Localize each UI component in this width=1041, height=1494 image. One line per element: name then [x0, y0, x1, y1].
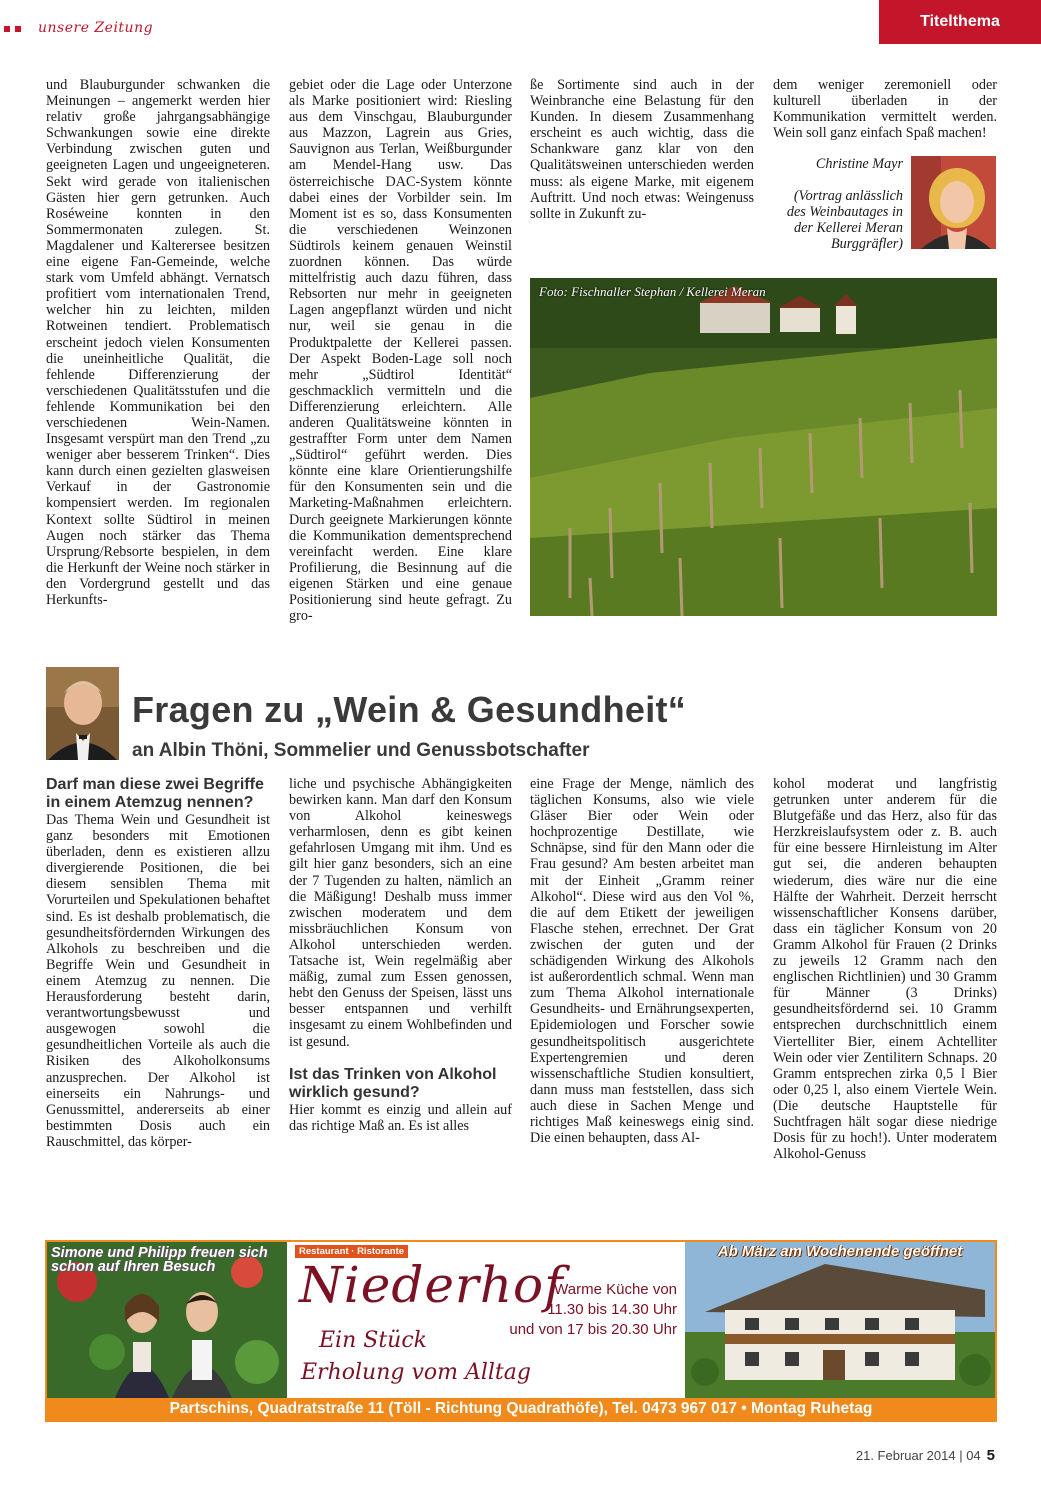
article1-column-1: und Blauburgunder schwanken die Meinungen – angemerkt werden hier relativ große jahrgangsabhängige Schwankungen sowie eine direkte Verbindung zwischen guten und geeigneten Lagen und ungeeigneteren. Sekt wird gerade von italienischen Gästen hier gern getrunken. Auch Roséweine konnten in den Sommermonaten zulegen. St. Magdalener und Kalterersee besitzen eine eigene Fan-Gemeinde, welche stark vom Umfeld abhängt. Vernatsch profitiert vom internationalen Trend, welcher hin zu leichten, milden Rotweinen tendiert. Problematisch erscheint jedoch vielen Konsumenten die uneinheitliche Qualität, die fehlende Differenzierung der verschiedenen Qualitätsstufen und die fehlende Kommunikation bei den verschiedenen Wein-Namen. Insgesamt verspürt man den Trend „zu weniger aber besserem Trinken“. Dies kann durch einen gezielten glasweisen Verkauf in der Gastronomie kompensiert werden. Im regionalen Kontext sollte Südtirol in meinen Augen noch stärker das Thema Ursprung/Rebsorte bespielen, in dem die Herkunft der Weine noch stärker in den Vordergrund gestellt und das Herkunfts- — [46, 77, 270, 608]
ad-slogan-line-1: Ein Stück — [319, 1328, 427, 1353]
publication-logo: unsere Zeitung — [38, 20, 154, 36]
ad-content — [47, 1242, 995, 1398]
ad-greeting: Simone und Philipp freuen sich schon auf Ihren Besuch — [51, 1245, 268, 1275]
photo-credit: Foto: Fischnaller Stephan / Kellerei Meran — [539, 284, 766, 299]
question-1: Darf man diese zwei Begriffe in einem Atemzug nennen? — [46, 776, 264, 811]
article2-column-2 — [289, 776, 512, 1134]
ad-hours-line: 11.30 bis 14.30 Uhr — [547, 1301, 677, 1318]
article2-column-3: eine Frage der Menge, nämlich des täglichen Konsums, also wie viele Gläser Bier oder Wein oder hochprozentige Destillate, wie Schnäpse, sind für den Mann oder die Frau gesund? Am besten arbeitet man mit der Einheit „Gramm reiner Alkohol“. Diese wird aus den Vol %, die auf dem Etikett der jeweiligen Flasche stehen, errechnet. Der Grat zwischen der guten und der schädigenden Wirkung des Alkohols ist außerordentlich schmal. Wenn man zum Thema Alkohol internationale Gesundheits- und Ernährungsexperten, Epidemiologen und Forscher sowie gesundheitspolitisch ausgerichtete Expertengremien und deren wissenschaftliche Studien konsultiert, dann muss man feststellen, dass sich auch diese in Sachen Menge und richtiges Maß keineswegs einig sind. Die einen behaupten, dass Al- — [530, 776, 754, 1147]
article2-column-1 — [46, 776, 270, 1150]
issue-date: 21. Februar 2014 | 04 — [855, 1448, 981, 1463]
vineyard-photo — [530, 278, 997, 616]
section-tab: Titelthema — [879, 0, 1041, 44]
article1-column-4: dem weniger zeremoniell oder kulturell überladen in der Kommunikation vermittelt werden. Wein soll ganz einfach Spaß machen! — [773, 77, 997, 142]
restaurant-advertisement — [45, 1240, 997, 1422]
ad-hours-line: Warme Küche von — [554, 1281, 677, 1298]
ad-opening-hours — [509, 1280, 677, 1340]
ad-slogan-line-2: Erholung vom Alltag — [301, 1360, 531, 1385]
author-name: Christine Mayr — [815, 156, 903, 172]
interviewee-portrait — [46, 667, 119, 760]
ad-opening-banner: Ab März am Wochenende geöffnet — [717, 1243, 963, 1260]
author-portrait — [911, 156, 996, 249]
answer-1-text: Das Thema Wein und Gesundheit ist ganz besonders mit Emotionen überladen, denn es existieren allzu divergierende Positionen, die bei diesem sensiblen Thema mit Vorurteilen und Spekulationen behaftet sind. Es ist deshalb problematisch, die gesundheitsfördernden Wirkungen des Alkohols zu beschreiben und die Begriffe Wein und Gesundheit in einem Atemzug zu nennen. Die Herausforderung besteht darin, verantwortungsbewusst und ausgewogen sowohl die gesundheitlichen Vorteile als auch die Risiken des Alkoholkonsums anzusprechen. Der Alkohol ist einerseits ein Nahrungs- und Genussmittel, andererseits ab einer bestimmten Dosis auch ein Rauschmittel, das körper- — [46, 812, 270, 1150]
question-2: Ist das Trinken von Alkohol wirklich gesund? — [289, 1065, 497, 1101]
page-marker — [4, 26, 21, 32]
ad-brand-name: Niederhof — [299, 1256, 564, 1314]
ad-restaurant-tag: Restaurant · Ristorante — [295, 1245, 408, 1258]
ad-address-bar: Partschins, Quadratstraße 11 (Töll - Richtung Quadrathöfe), Tel. 0473 967 017 • Montag Ruhetag — [169, 1400, 873, 1417]
ad-building-photo — [685, 1242, 995, 1398]
page-footer — [856, 1447, 995, 1464]
article2-headline: Fragen zu „Wein & Gesundheit“ — [132, 689, 687, 730]
answer-1-continued: liche und psychische Abhängigkeiten bewirken kann. Man darf den Konsum von Alkohol keineswegs verharmlosen, denn es gibt keinen gefahrlosen Umgang mit ihm. Und es gilt hier ganz besonders, sich an eine der 7 Tugenden zu halten, nämlich an die Mäßigung! Deshalb muss immer zwischen moderatem und dem missbräuchlichen Konsum von Alkohol unterschieden werden. Tatsache ist, Wein regelmäßig aber mäßig, zumal zum Essen genossen, hebt den Genuss der Speisen, lässt uns besser entspannen und verhilft insgesamt zu einem Wohlbefinden und ist gesund. — [289, 776, 512, 1050]
article2-subheadline: an Albin Thöni, Sommelier und Genussbotschafter — [132, 740, 590, 761]
author-signature — [773, 156, 903, 252]
ad-couple-photo — [47, 1242, 287, 1398]
answer-2-text: Hier kommt es einzig und allein auf das richtige Maß an. Es ist alles — [289, 1101, 512, 1134]
article1-column-2: gebiet oder die Lage oder Unterzone als Marke positioniert wird: Riesling aus dem Vinschgau, Blauburgunder aus Mazzon, Lagrein aus Gries, Sauvignon aus Terlan, Weißburgunder am Mendel-Hang usw. Das österreichische DAC-System könnte dabei eines der Vorbilder sein. Im Moment ist es so, dass Konsumenten die verschiedenen Weinzonen Südtirols keinem genauen Weinstil zuordnen können. Das würde mittelfristig auch dazu führen, dass Rebsorten nur mehr in geeigneten Lagen angepflanzt würden und nicht nur, weil sie genau in die Produktpalette der Kellerei passen. Der Aspekt Boden-Lage soll noch mehr „Südtirol Identität“ geschmacklich vermitteln und die Differenzierung erleichtern. Alle anderen Qualitätsweine könnten in gestraffter Form unter dem Namen „Südtirol“ geführt werden. Dies könnte eine klare Orientierungshilfe für den Konsumenten sein und die Marketing-Maßnahmen erleichtern. Durch geeignete Markierungen könnte die Kommunikation dementsprechend vereinfacht werden. Eine klare Profilierung, die Besinnung auf die eigenen Stärken und eine genaue Positionierung sind heute gefragt. Zu gro- — [289, 77, 512, 625]
ad-brand-block — [291, 1242, 683, 1398]
ad-hours-line: und von 17 bis 20.30 Uhr — [509, 1321, 677, 1338]
page-number: 5 — [986, 1447, 995, 1464]
author-note: (Vortrag anlässlich des Weinbautages in der Kellerei Meran Burggräfler) — [786, 188, 903, 253]
article1-column-3: ße Sortimente sind auch in der Weinbranche eine Belastung für den Kunden. In diesem Zusammenhang erscheint es auch wichtig, dass die Schankware ganz klar von den Qualitätsweinen unterschieden werden muss: als eigene Marke, mit eigenem Auftritt. Und noch etwas: Weingenuss sollte in Zukunft zu- — [530, 77, 754, 222]
article2-column-4: kohol moderat und langfristig getrunken unter anderem für die Blutgefäße und das Herz, also für das Herzkreislaufsystem oder z. B. auch für eine bessere Hirnleistung im Alter gut sei, die anderen behaupten wiederum, dies wäre nur die eine Hälfte der Wahrheit. Derzeit herrscht wissenschaftlicher Konsens darüber, dass ein täglicher Konsum von 20 Gramm Alkohol für Frauen (2 Drinks zu jeweils 12 Gramm nach den englischen Richtlinien) und 30 Gramm für Männer (3 Drinks) gesundheitsfördernd sei. 10 Gramm entsprechen durchschnittlich einem Viertelliter Bier, einem Achtelliter Wein oder vier Zentilitern Schnaps. 20 Gramm entsprechen zirka 0,5 l Bier oder 0,25 l, also einem Viertele Wein. (Die deutsche Hauptstelle für Suchtfragen hält sogar diese niedrige Dosis für zu hoch!). Unter moderatem Alkohol-Genuss — [773, 776, 997, 1163]
